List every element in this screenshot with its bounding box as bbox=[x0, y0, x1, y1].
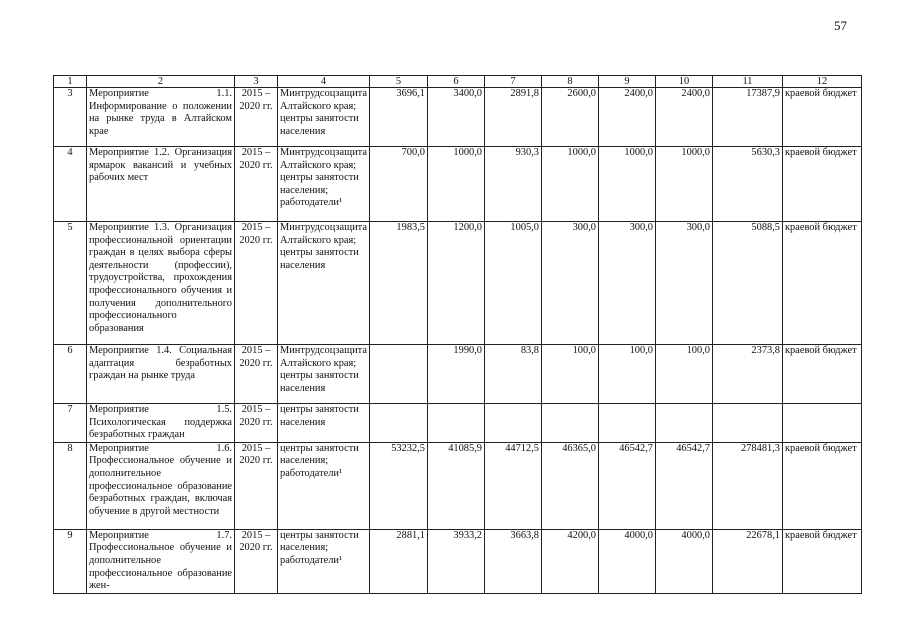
value-cell: 1990,0 bbox=[428, 345, 485, 404]
value-cell bbox=[370, 404, 428, 443]
period-cell: 2015 – 2020 гг. bbox=[235, 222, 278, 345]
value-cell: 2400,0 bbox=[599, 88, 656, 147]
executor-cell: Минтрудсоцзащита Алтайского края; центры занятости населения bbox=[278, 345, 370, 404]
column-header: 4 bbox=[278, 76, 370, 88]
value-cell: 300,0 bbox=[656, 222, 713, 345]
column-header: 12 bbox=[783, 76, 862, 88]
value-cell: 2600,0 bbox=[542, 88, 599, 147]
value-cell: 3400,0 bbox=[428, 88, 485, 147]
period-cell: 2015 – 2020 гг. bbox=[235, 404, 278, 443]
row-number: 8 bbox=[54, 442, 87, 529]
table-row bbox=[54, 222, 862, 345]
value-cell: 100,0 bbox=[599, 345, 656, 404]
value-cell: 46365,0 bbox=[542, 442, 599, 529]
value-cell: 300,0 bbox=[599, 222, 656, 345]
value-cell bbox=[370, 345, 428, 404]
value-cell: 300,0 bbox=[542, 222, 599, 345]
total-cell: 278481,3 bbox=[713, 442, 783, 529]
funding-source-cell: краевой бюджет bbox=[783, 88, 862, 147]
activity-name: Мероприятие 1.4. Социальная адаптация безработных граждан на рынке труда bbox=[87, 345, 235, 404]
column-number-row bbox=[54, 76, 862, 88]
row-number: 4 bbox=[54, 147, 87, 222]
funding-source-cell: краевой бюджет bbox=[783, 529, 862, 593]
value-cell: 2891,8 bbox=[485, 88, 542, 147]
value-cell bbox=[542, 404, 599, 443]
column-header: 6 bbox=[428, 76, 485, 88]
row-number: 3 bbox=[54, 88, 87, 147]
column-header: 10 bbox=[656, 76, 713, 88]
page-number: 57 bbox=[834, 18, 847, 33]
value-cell: 2400,0 bbox=[656, 88, 713, 147]
value-cell: 1200,0 bbox=[428, 222, 485, 345]
activity-name: Мероприятие 1.3. Организация профессиональной ориентации граждан в целях выбора сферы деятельности (профессии), трудоустройства, прохождения профессионального обучения и получения дополнительного профессионального образования bbox=[87, 222, 235, 345]
row-number: 7 bbox=[54, 404, 87, 443]
value-cell: 53232,5 bbox=[370, 442, 428, 529]
total-cell: 22678,1 bbox=[713, 529, 783, 593]
period-cell: 2015 – 2020 гг. bbox=[235, 442, 278, 529]
value-cell: 1005,0 bbox=[485, 222, 542, 345]
funding-source-cell: краевой бюджет bbox=[783, 147, 862, 222]
value-cell: 2881,1 bbox=[370, 529, 428, 593]
table-row bbox=[54, 404, 862, 443]
value-cell: 100,0 bbox=[542, 345, 599, 404]
value-cell: 100,0 bbox=[656, 345, 713, 404]
value-cell: 46542,7 bbox=[599, 442, 656, 529]
total-cell: 5088,5 bbox=[713, 222, 783, 345]
executor-cell: центры занятости населения; работодатели¹ bbox=[278, 442, 370, 529]
value-cell bbox=[428, 404, 485, 443]
column-header: 8 bbox=[542, 76, 599, 88]
value-cell: 930,3 bbox=[485, 147, 542, 222]
funding-source-cell: краевой бюджет bbox=[783, 345, 862, 404]
activity-name: Мероприятие 1.7. Профессиональное обучение и дополнительное профессиональное образование жен- bbox=[87, 529, 235, 593]
executor-cell: Минтрудсоцзащита Алтайского края; центры занятости населения bbox=[278, 222, 370, 345]
period-cell: 2015 – 2020 гг. bbox=[235, 345, 278, 404]
value-cell: 4200,0 bbox=[542, 529, 599, 593]
total-cell bbox=[713, 404, 783, 443]
value-cell: 4000,0 bbox=[656, 529, 713, 593]
value-cell bbox=[485, 404, 542, 443]
table-row bbox=[54, 88, 862, 147]
period-cell: 2015 – 2020 гг. bbox=[235, 529, 278, 593]
executor-cell: центры занятости населения bbox=[278, 404, 370, 443]
row-number: 6 bbox=[54, 345, 87, 404]
value-cell: 44712,5 bbox=[485, 442, 542, 529]
funding-source-cell: краевой бюджет bbox=[783, 442, 862, 529]
table-row bbox=[54, 442, 862, 529]
value-cell: 1000,0 bbox=[599, 147, 656, 222]
column-header: 3 bbox=[235, 76, 278, 88]
executor-cell: Минтрудсоцзащита Алтайского края; центры занятости населения; работодатели¹ bbox=[278, 147, 370, 222]
value-cell bbox=[656, 404, 713, 443]
value-cell: 3663,8 bbox=[485, 529, 542, 593]
total-cell: 17387,9 bbox=[713, 88, 783, 147]
column-header: 2 bbox=[87, 76, 235, 88]
table-row bbox=[54, 529, 862, 593]
activity-name: Мероприятие 1.5. Психологическая поддержка безработных граждан bbox=[87, 404, 235, 443]
table-row bbox=[54, 345, 862, 404]
funding-source-cell bbox=[783, 404, 862, 443]
row-number: 5 bbox=[54, 222, 87, 345]
column-header: 5 bbox=[370, 76, 428, 88]
value-cell: 46542,7 bbox=[656, 442, 713, 529]
column-header: 1 bbox=[54, 76, 87, 88]
activity-name: Мероприятие 1.2. Организация ярмарок вакансий и учебных рабочих мест bbox=[87, 147, 235, 222]
value-cell: 3696,1 bbox=[370, 88, 428, 147]
activity-name: Мероприятие 1.6. Профессиональное обучение и дополнительное профессиональное образование безработных граждан, включая обучение в другой местности bbox=[87, 442, 235, 529]
executor-cell: Минтрудсоцзащита Алтайского края; центры занятости населения bbox=[278, 88, 370, 147]
table-row bbox=[54, 147, 862, 222]
value-cell: 1000,0 bbox=[542, 147, 599, 222]
value-cell: 700,0 bbox=[370, 147, 428, 222]
value-cell: 41085,9 bbox=[428, 442, 485, 529]
total-cell: 2373,8 bbox=[713, 345, 783, 404]
value-cell: 3933,2 bbox=[428, 529, 485, 593]
value-cell: 1000,0 bbox=[428, 147, 485, 222]
value-cell bbox=[599, 404, 656, 443]
value-cell: 83,8 bbox=[485, 345, 542, 404]
column-header: 11 bbox=[713, 76, 783, 88]
row-number: 9 bbox=[54, 529, 87, 593]
activity-name: Мероприятие 1.1. Информирование о положении на рынке труда в Алтайском крае bbox=[87, 88, 235, 147]
funding-source-cell: краевой бюджет bbox=[783, 222, 862, 345]
program-activities-table bbox=[53, 75, 862, 594]
executor-cell: центры занятости населения; работодатели¹ bbox=[278, 529, 370, 593]
column-header: 9 bbox=[599, 76, 656, 88]
period-cell: 2015 – 2020 гг. bbox=[235, 88, 278, 147]
value-cell: 1000,0 bbox=[656, 147, 713, 222]
value-cell: 4000,0 bbox=[599, 529, 656, 593]
total-cell: 5630,3 bbox=[713, 147, 783, 222]
value-cell: 1983,5 bbox=[370, 222, 428, 345]
column-header: 7 bbox=[485, 76, 542, 88]
period-cell: 2015 – 2020 гг. bbox=[235, 147, 278, 222]
